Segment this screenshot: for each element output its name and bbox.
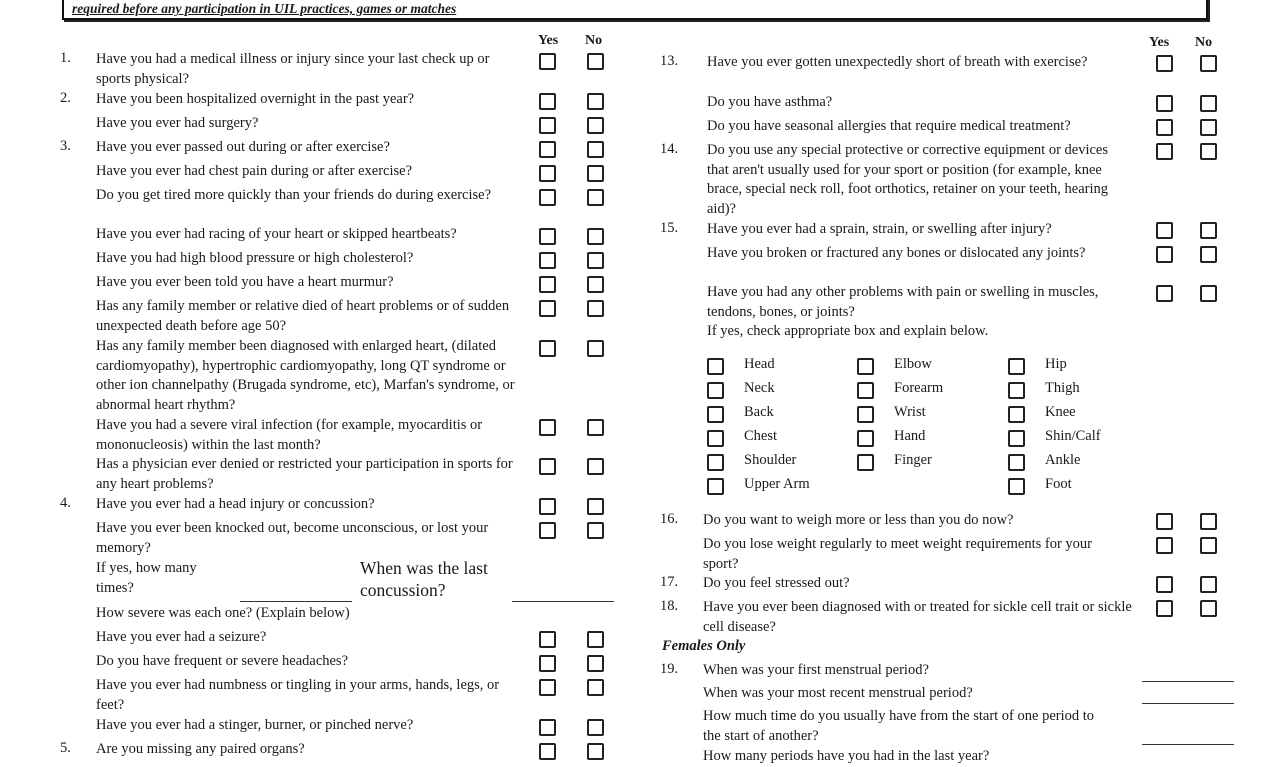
q3i-no-checkbox[interactable] xyxy=(587,419,604,436)
q4h-yes-checkbox[interactable] xyxy=(539,679,556,696)
notice-box xyxy=(62,0,1208,20)
q4-yes-checkbox[interactable] xyxy=(539,498,556,515)
body-part-label: Shin/Calf xyxy=(1045,428,1101,444)
question-number: 2. xyxy=(60,90,71,106)
body-part-label: Elbow xyxy=(894,356,932,372)
question-17-text: Do you feel stressed out? xyxy=(703,575,850,591)
q3h-no-checkbox[interactable] xyxy=(587,340,604,357)
question-3c-text: Do you get tired more quickly than your friends do during exercise? xyxy=(96,187,492,203)
question-number: 3. xyxy=(60,138,71,154)
question-16-text: Do you want to weigh more or less than you do now? xyxy=(703,512,1014,528)
body-part-label: Upper Arm xyxy=(744,476,810,492)
question-2b-text: Have you ever had surgery? xyxy=(96,115,259,131)
notice-text: required before any participation in UIL practices, games or matches xyxy=(72,1,457,16)
q13-yes-checkbox[interactable] xyxy=(1156,55,1173,72)
q15c-no-checkbox[interactable] xyxy=(1200,285,1217,302)
body-part-label: Hand xyxy=(894,428,926,444)
q14-yes-checkbox[interactable] xyxy=(1156,143,1173,160)
question-19c-text: How much time do you usually have from the start of one period to the start of another? xyxy=(703,708,1095,744)
question-3f-text: Have you ever been told you have a heart murmur? xyxy=(96,274,394,290)
q3j-yes-checkbox[interactable] xyxy=(539,458,556,475)
q3g-no-checkbox[interactable] xyxy=(587,300,604,317)
question-number: 19. xyxy=(660,661,679,677)
body-part-knee-checkbox[interactable] xyxy=(1008,406,1025,423)
q15b-no-checkbox[interactable] xyxy=(1200,246,1217,263)
body-part-label: Back xyxy=(744,404,774,420)
question-13-text: Have you ever gotten unexpectedly short of breath with exercise? xyxy=(707,54,1088,70)
question-3b-text: Have you ever had chest pain during or after exercise? xyxy=(96,163,413,179)
q13c-yes-checkbox[interactable] xyxy=(1156,119,1173,136)
q18-no-checkbox[interactable] xyxy=(1200,600,1217,617)
question-3j-text: Has a physician ever denied or restricted your participation in sports for any heart problems? xyxy=(96,456,513,492)
body-part-head-checkbox[interactable] xyxy=(707,358,724,375)
question-15b-text: Have you broken or fractured any bones or dislocated any joints? xyxy=(707,245,1086,261)
last-concussion-label: When was the last concussion? xyxy=(360,558,488,600)
question-number: 1. xyxy=(60,50,71,66)
q3e-yes-checkbox[interactable] xyxy=(539,252,556,269)
question-4i-text: Have you ever had a stinger, burner, or pinched nerve? xyxy=(96,717,414,733)
body-part-label: Forearm xyxy=(894,380,944,396)
q16b-no-checkbox[interactable] xyxy=(1200,537,1217,554)
question-number: 18. xyxy=(660,598,679,614)
q3c-no-checkbox[interactable] xyxy=(587,189,604,206)
q17-yes-checkbox[interactable] xyxy=(1156,576,1173,593)
body-part-thigh-checkbox[interactable] xyxy=(1008,382,1025,399)
body-part-wrist-checkbox[interactable] xyxy=(857,406,874,423)
question-4-text: Have you ever had a head injury or concussion? xyxy=(96,496,375,512)
question-4h-text: Have you ever had numbness or tingling in your arms, hands, legs, or feet? xyxy=(96,677,500,713)
q4b-yes-checkbox[interactable] xyxy=(539,522,556,539)
question-3i-text: Have you had a severe viral infection (for example, myocarditis or mononucleosis) within the last month? xyxy=(96,417,483,453)
body-part-hand-checkbox[interactable] xyxy=(857,430,874,447)
no-column-header-right: No xyxy=(1195,35,1213,50)
q2-no-checkbox[interactable] xyxy=(587,93,604,110)
body-part-label: Hip xyxy=(1045,356,1067,372)
body-part-elbow-checkbox[interactable] xyxy=(857,358,874,375)
body-part-label: Chest xyxy=(744,428,778,444)
last-concussion-input[interactable] xyxy=(512,601,614,602)
q2b-no-checkbox[interactable] xyxy=(587,117,604,134)
q5-no-checkbox[interactable] xyxy=(587,743,604,760)
q15c-yes-checkbox[interactable] xyxy=(1156,285,1173,302)
question-number: 16. xyxy=(660,511,679,527)
question-13c-text: Do you have seasonal allergies that require medical treatment? xyxy=(707,118,1071,134)
q4i-yes-checkbox[interactable] xyxy=(539,719,556,736)
question-number: 13. xyxy=(660,53,679,69)
question-13b-text: Do you have asthma? xyxy=(707,94,833,110)
q15b-yes-checkbox[interactable] xyxy=(1156,246,1173,263)
question-14-text: Do you use any special protective or corrective equipment or devices that aren't usually used for your sport or position (for example, knee brace, special neck roll, foot orthotics, retainer on your teeth, hearing aid)? xyxy=(707,142,1109,217)
question-3g-text: Has any family member or relative died of heart problems or of sudden unexpected death before age 50? xyxy=(96,298,510,334)
body-part-label: Neck xyxy=(744,380,775,396)
body-part-label: Finger xyxy=(894,452,932,468)
q2b-yes-checkbox[interactable] xyxy=(539,117,556,134)
body-part-chest-checkbox[interactable] xyxy=(707,430,724,447)
body-part-label: Thigh xyxy=(1045,380,1080,396)
q3f-yes-checkbox[interactable] xyxy=(539,276,556,293)
q3d-yes-checkbox[interactable] xyxy=(539,228,556,245)
q14-no-checkbox[interactable] xyxy=(1200,143,1217,160)
q3b-yes-checkbox[interactable] xyxy=(539,165,556,182)
q3f-no-checkbox[interactable] xyxy=(587,276,604,293)
q3b-no-checkbox[interactable] xyxy=(587,165,604,182)
body-part-hip-checkbox[interactable] xyxy=(1008,358,1025,375)
body-part-ankle-checkbox[interactable] xyxy=(1008,454,1025,471)
question-18-text: Have you ever been diagnosed with or treated for sickle cell trait or sickle cell disease? xyxy=(703,599,1132,635)
body-part-label: Head xyxy=(744,356,775,372)
q1-yes-checkbox[interactable] xyxy=(539,53,556,70)
question-4g-text: Do you have frequent or severe headaches? xyxy=(96,653,349,669)
body-part-label: Ankle xyxy=(1045,452,1081,468)
question-number: 5. xyxy=(60,740,71,756)
body-part-label: Wrist xyxy=(894,404,926,420)
question-4f-text: Have you ever had a seizure? xyxy=(96,629,267,645)
body-part-shin-calf-checkbox[interactable] xyxy=(1008,430,1025,447)
q15-yes-checkbox[interactable] xyxy=(1156,222,1173,239)
question-3e-text: Have you had high blood pressure or high cholesterol? xyxy=(96,250,414,266)
q3-yes-checkbox[interactable] xyxy=(539,141,556,158)
body-part-forearm-checkbox[interactable] xyxy=(857,382,874,399)
body-part-foot-checkbox[interactable] xyxy=(1008,478,1025,495)
q3i-yes-checkbox[interactable] xyxy=(539,419,556,436)
recent-period-input[interactable] xyxy=(1142,703,1234,704)
q13-no-checkbox[interactable] xyxy=(1200,55,1217,72)
q3-no-checkbox[interactable] xyxy=(587,141,604,158)
q4g-yes-checkbox[interactable] xyxy=(539,655,556,672)
q3d-no-checkbox[interactable] xyxy=(587,228,604,245)
question-4e-text: How severe was each one? (Explain below) xyxy=(96,605,350,621)
q3e-no-checkbox[interactable] xyxy=(587,252,604,269)
yes-column-header-right: Yes xyxy=(1149,35,1170,50)
body-part-label: Knee xyxy=(1045,404,1076,420)
question-15-text: Have you ever had a sprain, strain, or swelling after injury? xyxy=(707,221,1052,237)
q4f-no-checkbox[interactable] xyxy=(587,631,604,648)
question-2-text: Have you been hospitalized overnight in the past year? xyxy=(96,91,415,107)
q15-no-checkbox[interactable] xyxy=(1200,222,1217,239)
q16b-yes-checkbox[interactable] xyxy=(1156,537,1173,554)
question-number: 15. xyxy=(660,220,679,236)
q3c-yes-checkbox[interactable] xyxy=(539,189,556,206)
question-3h-text: Has any family member been diagnosed with enlarged heart, (dilated cardiomyopathy), hypertrophic cardiomyopathy, long QT syndrome or other ion channelpathy (Brugada syndrome, etc), Marfan's syndrome, or abnormal heart rhythm? xyxy=(96,338,515,413)
q3g-yes-checkbox[interactable] xyxy=(539,300,556,317)
q13b-yes-checkbox[interactable] xyxy=(1156,95,1173,112)
yes-column-header-left: Yes xyxy=(538,33,559,48)
no-column-header-left: No xyxy=(585,33,603,48)
question-19b-text: When was your most recent menstrual period? xyxy=(703,685,973,701)
q4g-no-checkbox[interactable] xyxy=(587,655,604,672)
question-1-text: Have you had a medical illness or injury since your last check up or sports physical? xyxy=(96,51,490,87)
question-19-text: When was your first menstrual period? xyxy=(703,662,929,678)
females-only-heading: Females Only xyxy=(662,638,746,654)
question-3-text: Have you ever passed out during or after exercise? xyxy=(96,139,390,155)
q13c-no-checkbox[interactable] xyxy=(1200,119,1217,136)
question-15c-text: Have you had any other problems with pain or swelling in muscles, tendons, bones, or joints? xyxy=(707,284,1099,320)
q4f-yes-checkbox[interactable] xyxy=(539,631,556,648)
question-number: 17. xyxy=(660,574,679,590)
q16-no-checkbox[interactable] xyxy=(1200,513,1217,530)
body-part-back-checkbox[interactable] xyxy=(707,406,724,423)
cycle-length-input[interactable] xyxy=(1142,744,1234,745)
q2-yes-checkbox[interactable] xyxy=(539,93,556,110)
question-5-text: Are you missing any paired organs? xyxy=(96,741,305,757)
q3h-yes-checkbox[interactable] xyxy=(539,340,556,357)
body-part-upper-arm-checkbox[interactable] xyxy=(707,478,724,495)
body-part-label: Foot xyxy=(1045,476,1072,492)
body-part-shoulder-checkbox[interactable] xyxy=(707,454,724,471)
q13b-no-checkbox[interactable] xyxy=(1200,95,1217,112)
q17-no-checkbox[interactable] xyxy=(1200,576,1217,593)
q4-no-checkbox[interactable] xyxy=(587,498,604,515)
question-4b-text: Have you ever been knocked out, become unconscious, or lost your memory? xyxy=(96,520,489,556)
q1-no-checkbox[interactable] xyxy=(587,53,604,70)
q16-yes-checkbox[interactable] xyxy=(1156,513,1173,530)
question-number: 4. xyxy=(60,495,71,511)
question-3d-text: Have you ever had racing of your heart or skipped heartbeats? xyxy=(96,226,457,242)
question-15d-text: If yes, check appropriate box and explain below. xyxy=(707,323,989,339)
concussion-count-input[interactable] xyxy=(240,601,352,602)
concussion-count-label: If yes, how many times? xyxy=(96,560,197,596)
question-16b-text: Do you lose weight regularly to meet weight requirements for your sport? xyxy=(703,536,1092,572)
q18-yes-checkbox[interactable] xyxy=(1156,600,1173,617)
q4h-no-checkbox[interactable] xyxy=(587,679,604,696)
q4b-no-checkbox[interactable] xyxy=(587,522,604,539)
q5-yes-checkbox[interactable] xyxy=(539,743,556,760)
body-part-label: Shoulder xyxy=(744,452,797,468)
body-part-neck-checkbox[interactable] xyxy=(707,382,724,399)
question-number: 14. xyxy=(660,141,679,157)
q3j-no-checkbox[interactable] xyxy=(587,458,604,475)
question-19d-text: How many periods have you had in the last year? xyxy=(703,748,990,764)
first-period-input[interactable] xyxy=(1142,681,1234,682)
q4i-no-checkbox[interactable] xyxy=(587,719,604,736)
body-part-finger-checkbox[interactable] xyxy=(857,454,874,471)
